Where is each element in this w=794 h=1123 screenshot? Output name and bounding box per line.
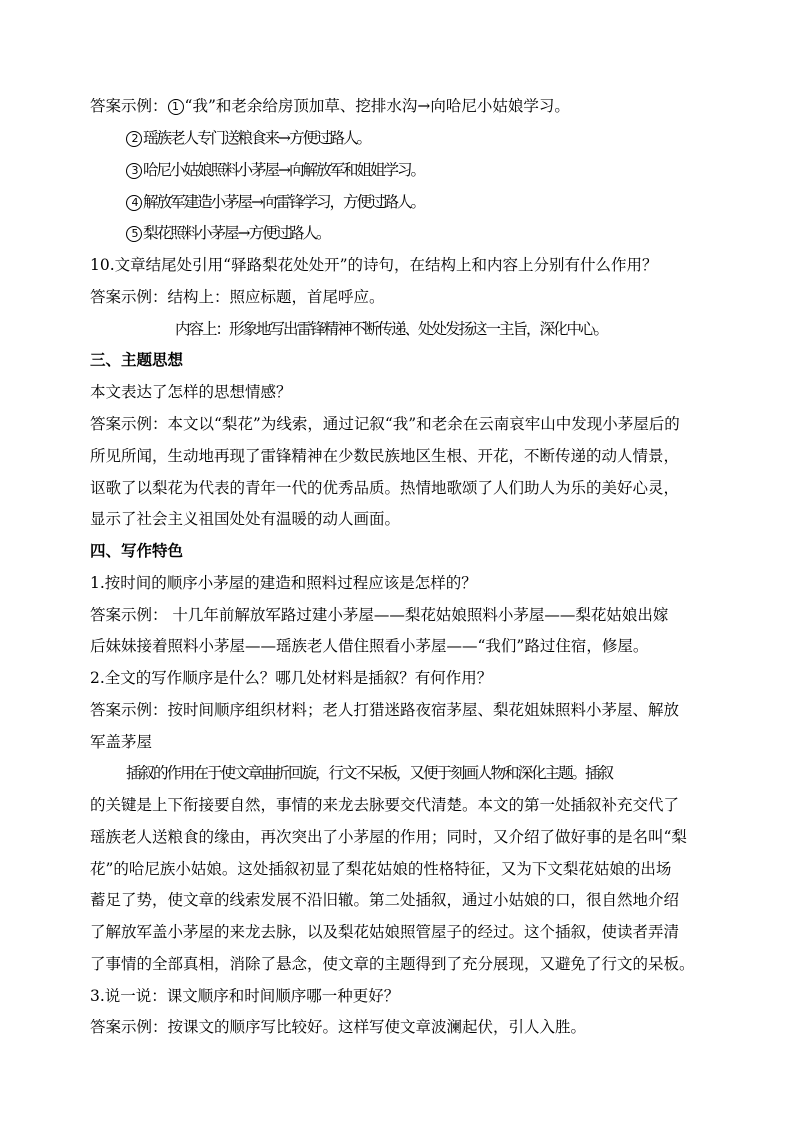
insertion-paragraph-line: 蓄足了势，使文章的线索发展不沿旧辙。第二处插叙，通过小姑娘的口，很自然地介绍 [90,891,680,909]
writing-answer-3: 答案示例：按课文的顺序写比较好。这样写使文章波澜起伏，引人入胜。 [90,1018,587,1036]
insertion-paragraph-line: 了解放军盖小茅屋的来龙去脉，以及梨花姑娘照管屋子的经过。这个插叙，使读者弄清 [90,923,680,941]
theme-answer-line: 所见所闻，生动地再现了雷锋精神在少数民族地区生根、开花，不断传递的动人情景， [90,447,680,465]
writing-question-1: 1.按时间的顺序小茅屋的建造和照料过程应该是怎样的？ [90,574,477,592]
circled-number: 3 [126,163,142,179]
answer-line-1 [90,94,710,118]
circled-number: 2 [126,131,142,147]
answer-prefix: 答案示例： [90,97,168,115]
answer-10-content: 内容上：形象地写出雷锋精神不断传递、处处发扬这一主旨，深化中心。 [175,320,608,338]
writing-question-3: 3.说一说：课文顺序和时间顺序哪一种更好？ [90,987,400,1005]
answer-text: 解放军建造小茅屋→向雷锋学习，方便过路人。 [143,193,424,211]
answer-line-5 [126,221,746,245]
answer-line-2 [126,126,746,150]
answer-line-4 [126,190,746,214]
insertion-paragraph-line: 了事情的全部真相，消除了悬念，使文章的主题得到了充分展现，又避免了行文的呆板。 [90,955,695,973]
answer-line-3 [126,158,746,182]
writing-answer-1-line: 后妹妹接着照料小茅屋——瑶族老人借住照看小茅屋——“我们”路过住宿，修屋。 [90,637,649,655]
insertion-paragraph-line: 花”的哈尼族小姑娘。这处插叙初显了梨花姑娘的性格特征，又为下文梨花姑娘的出场 [90,860,672,878]
theme-answer-line: 显示了社会主义祖国处处有温暖的动人画面。 [90,510,401,528]
writing-question-2: 2.全文的写作顺序是什么？哪几处材料是插叙？有何作用？ [90,669,493,687]
insertion-paragraph-line: 瑶族老人送粮食的缘由，再次突出了小茅屋的作用；同时，又介绍了做好事的是名叫“梨 [90,828,687,846]
writing-answer-1-line: 答案示例： 十几年前解放军路过建小茅屋——梨花姑娘照料小茅屋——梨花姑娘出嫁 [90,606,669,624]
circled-number: 5 [126,226,142,242]
circled-number: 4 [126,195,142,211]
section-heading-writing: 四、写作特色 [90,542,184,560]
insertion-paragraph-line: 的关键是上下衔接要自然，事情的来龙去脉要交代清楚。本文的第一处插叙补充交代了 [90,796,680,814]
answer-text: “我”和老余给房顶加草、挖排水沟→向哈尼小姑娘学习。 [184,97,570,115]
answer-text: 瑶族老人专门送粮食来→方便过路人。 [143,129,370,147]
answer-text: 哈尼小姑娘照料小茅屋→向解放军和姐姐学习。 [143,161,424,179]
theme-answer-line: 讴歌了以梨花为代表的青年一代的优秀品质。热情地歌颂了人们助人为乐的美好心灵， [90,479,680,497]
section-heading-theme: 三、主题思想 [90,351,184,369]
question-10: 10.文章结尾处引用“驿路梨花处处开”的诗句，在结构上和内容上分别有什么作用？ [90,256,658,274]
theme-question: 本文表达了怎样的思想情感？ [90,383,292,401]
theme-answer-line: 答案示例：本文以“梨花”为线索，通过记叙“我”和老余在云南哀牢山中发现小茅屋后的 [90,415,680,433]
answer-10-structure: 答案示例：结构上：照应标题，首尾呼应。 [90,288,385,306]
circled-number: 1 [168,99,184,115]
insertion-paragraph-line: 插叙的作用在于使文章曲折回旋，行文不呆板，又便于刻画人物和深化主题。插叙 [126,764,613,782]
writing-answer-2-line: 答案示例：按时间顺序组织材料；老人打猎迷路夜宿茅屋、梨花姐妹照料小茅屋、解放 [90,701,680,719]
writing-answer-2-line: 军盖茅屋 [90,733,153,751]
answer-text: 梨花照料小茅屋→方便过路人。 [143,224,330,242]
